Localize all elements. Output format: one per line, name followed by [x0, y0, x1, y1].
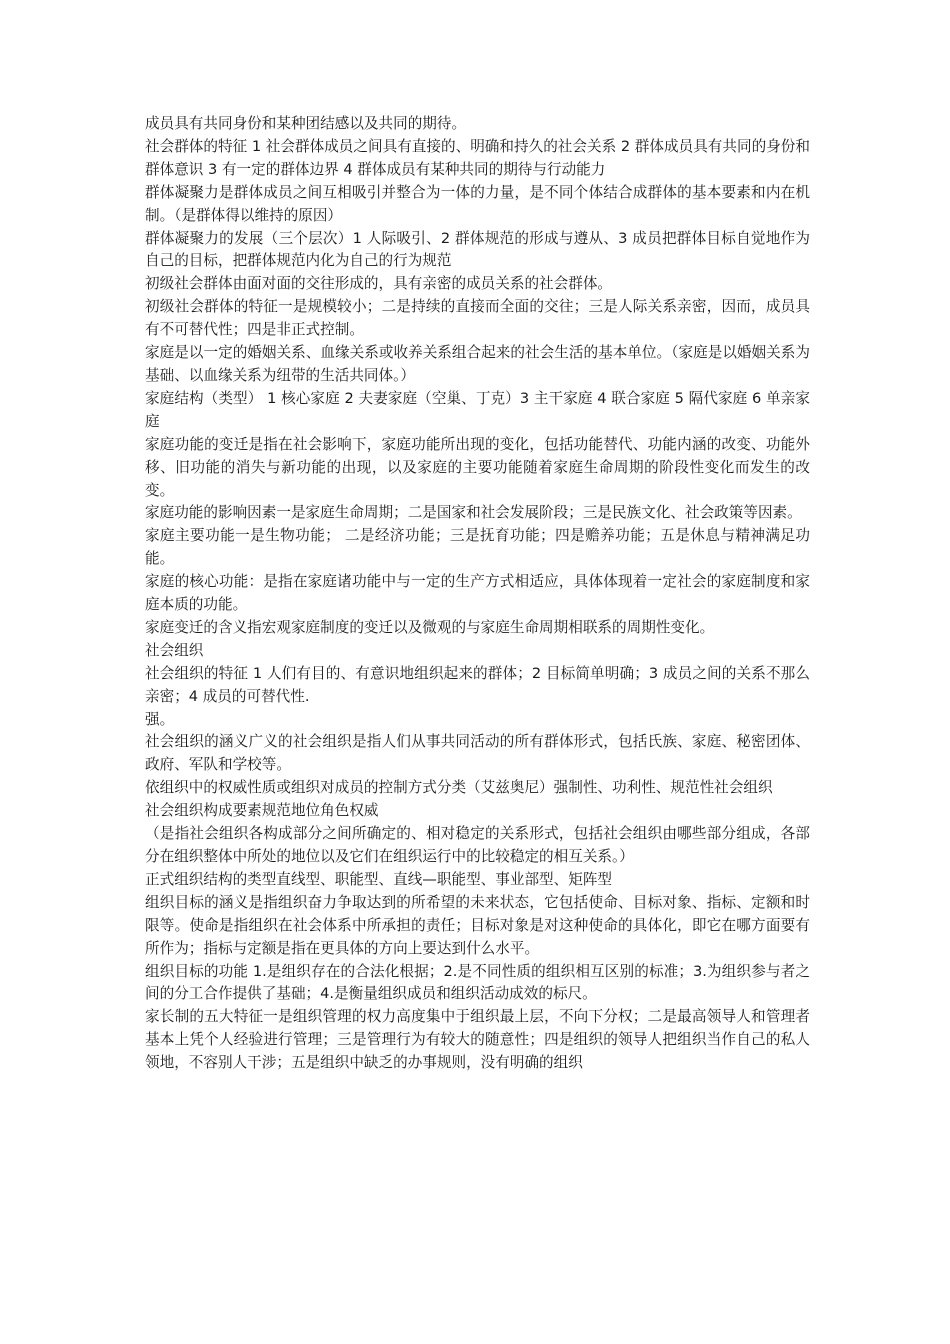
paragraph-group-cohesion: 群体凝聚力是群体成员之间互相吸引并整合为一体的力量，是不同个体结合成群体的基本要素和内在机制。（是群体得以维持的原因） [145, 183, 810, 224]
paragraph-organization-elements: 社会组织构成要素规范地位角色权威 [145, 802, 379, 820]
paragraph-group-features: 社会群体的特征 1 社会群体成员之间具有直接的、明确和持久的社会关系 2 群体成员具有共同的身份和群体意识 3 有一定的群体边界 4 群体成员有某种共同的期待与行动能力 [145, 137, 810, 178]
paragraph-shared-identity: 成员具有共同身份和某种团结感以及共同的期待。 [145, 115, 467, 132]
paragraph-fragment: 强。 [145, 710, 175, 728]
paragraph-organization-goal-functions: 组织目标的功能 1.是组织存在的合法化根据；2.是不同性质的组织相互区别的标准；3.为组织参与者之间的分工合作提供了基础；4.是衡量组织成员和组织活动成效的标尺。 [145, 962, 810, 1003]
paragraph-organization-meaning: 社会组织的涵义广义的社会组织是指人们从事共同活动的所有群体形式，包括氏族、家庭、秘密团体、政府、军队和学校等。 [145, 733, 810, 774]
paragraph-social-organization-heading: 社会组织 [145, 641, 204, 659]
paragraph-family-change: 家庭变迁的含义指宏观家庭制度的变迁以及微观的与家庭生命周期相联系的周期性变化。 [145, 618, 715, 636]
paragraph-organization-structure-note: （是指社会组织各构成部分之间所确定的、相对稳定的关系形式，包括社会组织由哪些部分组成，各部分在组织整体中所处的地位以及它们在组织运行中的比较稳定的相互关系。） [145, 825, 810, 865]
document-body [145, 113, 810, 1075]
paragraph-primary-group: 初级社会群体由面对面的交往形成的，具有亲密的成员关系的社会群体。 [145, 275, 613, 293]
paragraph-cohesion-development: 群体凝聚力的发展（三个层次）1 人际吸引、2 群体规范的形成与遵从、3 成员把群体目标自觉地作为自己的目标，把群体规范内化为自己的行为规范 [145, 229, 810, 270]
paragraph-organization-features: 社会组织的特征 1 人们有目的、有意识地组织起来的群体；2 目标简单明确；3 成员之间的关系不那么亲密；4 成员的可替代性. [145, 664, 810, 705]
paragraph-family-structure: 家庭结构（类型） 1 核心家庭 2 夫妻家庭（空巢、丁克）3 主干家庭 4 联合家庭 5 隔代家庭 6 单亲家庭 [145, 389, 810, 430]
paragraph-family-function-factors: 家庭功能的影响因素一是家庭生命周期；二是国家和社会发展阶段；三是民族文化、社会政策等因素。 [145, 504, 802, 522]
paragraph-family-function-change: 家庭功能的变迁是指在社会影响下，家庭功能所出现的变化，包括功能替代、功能内涵的改变、功能外移、旧功能的消失与新功能的出现，以及家庭的主要功能随着家庭生命周期的阶段性变化而发生的改变。 [145, 435, 810, 499]
paragraph-organization-classification: 依组织中的权威性质或组织对成员的控制方式分类（艾兹奥尼）强制性、功利性、规范性社会组织 [145, 779, 773, 797]
paragraph-organization-goal-meaning: 组织目标的涵义是指组织奋力争取达到的所希望的未来状态，它包括使命、目标对象、指标、定额和时限等。使命是指组织在社会体系中所承担的责任；目标对象是对这种使命的具体化，即它在哪方面要有所作为；指标与定额是指在更具体的方向上要达到什么水平。 [145, 893, 810, 957]
paragraph-family-main-functions: 家庭主要功能一是生物功能； 二是经济功能；三是抚育功能；四是赡养功能；五是休息与精神满足功能。 [145, 527, 810, 568]
paragraph-paternalism-features: 家长制的五大特征一是组织管理的权力高度集中于组织最上层，不向下分权；二是最高领导人和管理者基本上凭个人经验进行管理；三是管理行为有较大的随意性；四是组织的领导人把组织当作自己的私人领地，不容别人干涉；五是组织中缺乏的办事规则，没有明确的组织 [145, 1008, 810, 1072]
paragraph-primary-group-features: 初级社会群体的特征一是规模较小；二是持续的直接而全面的交往；三是人际关系亲密，因而，成员具有不可替代性；四是非正式控制。 [145, 298, 810, 339]
paragraph-family-core-function: 家庭的核心功能：是指在家庭诸功能中与一定的生产方式相适应，具体体现着一定社会的家庭制度和家庭本质的功能。 [145, 573, 810, 614]
paragraph-formal-structure-types: 正式组织结构的类型直线型、职能型、直线—职能型、事业部型、矩阵型 [145, 870, 613, 888]
paragraph-family-definition: 家庭是以一定的婚姻关系、血缘关系或收养关系组合起来的社会生活的基本单位。（家庭是以婚姻关系为基础、以血缘关系为纽带的生活共同体。） [145, 344, 810, 384]
